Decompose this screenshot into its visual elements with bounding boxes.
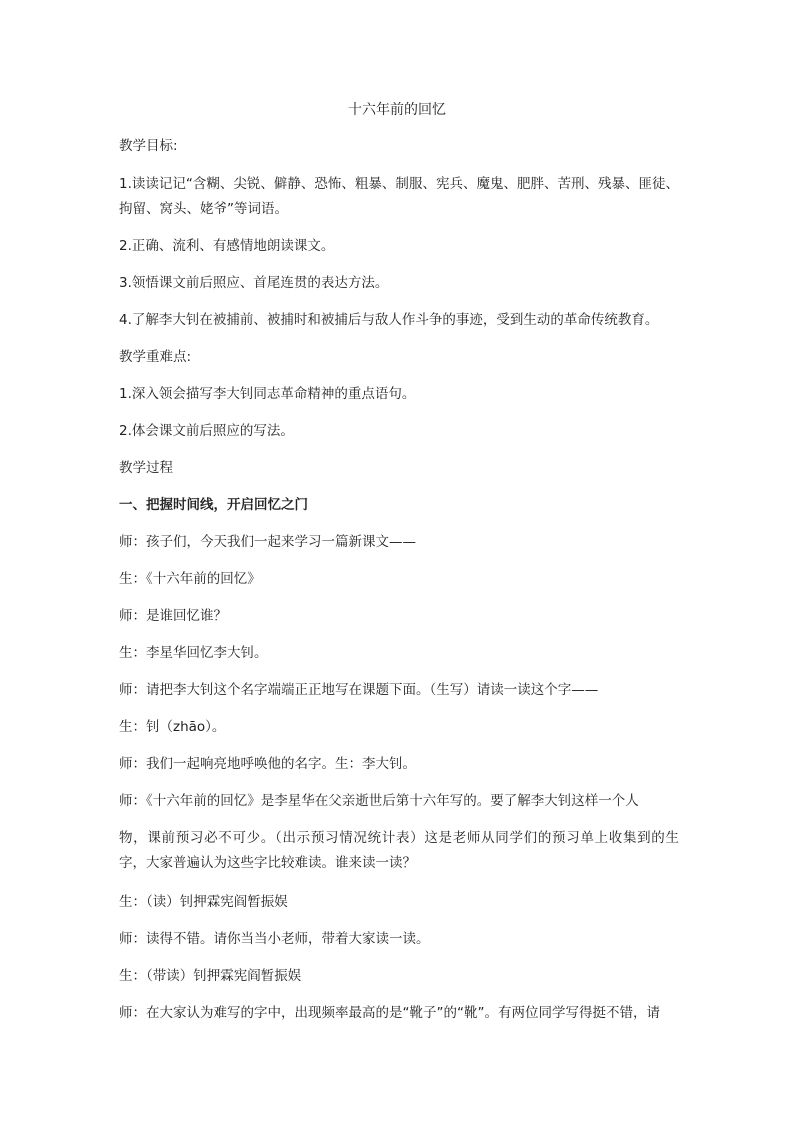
process-step-heading: 一、把握时间线，开启回忆之门 [119,497,308,513]
goal-item-3: 3.领悟课文前后照应、首尾连贯的表达方法。 [119,275,389,291]
dialogue-line: 生：李星华回忆李大钊。 [119,645,268,661]
dialogue-line: 师：读得不错。请你当当小老师，带着大家读一读。 [119,931,430,947]
goal-item-2: 2.正确、流利、有感情地朗读课文。 [119,238,335,254]
dialogue-line: 生：（带读）钊押霖宪阎暂振娱 [119,968,302,984]
keypoint-item-1: 1.深入领会描写李大钊同志革命精神的重点语句。 [119,386,416,402]
goal-item-1: 1.读读记记“含糊、尖锐、僻静、恐怖、粗暴、制服、宪兵、魔鬼、肥胖、苦刑、残暴、匪徒、拘留、窝头、姥爷”等词语。 [119,176,679,217]
keypoint-item-2: 2.体会课文前后照应的写法。 [119,423,294,439]
document-title: 十六年前的回忆 [348,102,446,118]
dialogue-line: 生：《十六年前的回忆》 [119,571,261,587]
dialogue-line: 生：钊（zhāo）。 [119,719,226,735]
goal-item-4: 4.了解李大钊在被捕前、被捕时和被捕后与敌人作斗争的事迹，受到生动的革命传统教育。 [119,312,659,328]
dialogue-line: 师：在大家认为难写的字中，出现频率最高的是“靴子”的“靴”。有两位同学写得挺不错，请 [119,1005,660,1021]
dialogue-line: 生：（读）钊押霖宪阎暂振娱 [119,894,288,910]
dialogue-line: 师：是谁回忆谁？ [119,608,227,624]
dialogue-line: 物，课前预习必不可少。（出示预习情况统计表）这是老师从同学们的预习单上收集到的生字，大家普遍认为这些字比较难读。谁来读一读？ [119,830,679,871]
section-heading-process: 教学过程 [119,460,173,476]
dialogue-line: 师：《十六年前的回忆》是李星华在父亲逝世后第十六年写的。要了解李大钊这样一个人 [119,793,639,809]
dialogue-line: 师：请把李大钊这个名字端端正正地写在课题下面。（生写）请读一读这个字—— [119,682,599,698]
dialogue-line: 师：我们一起响亮地呼唤他的名字。生：李大钊。 [119,756,416,772]
section-heading-goals: 教学目标: [119,138,178,154]
section-heading-keypoints: 教学重难点: [119,349,192,365]
dialogue-line: 师：孩子们，今天我们一起来学习一篇新课文—— [119,534,416,550]
